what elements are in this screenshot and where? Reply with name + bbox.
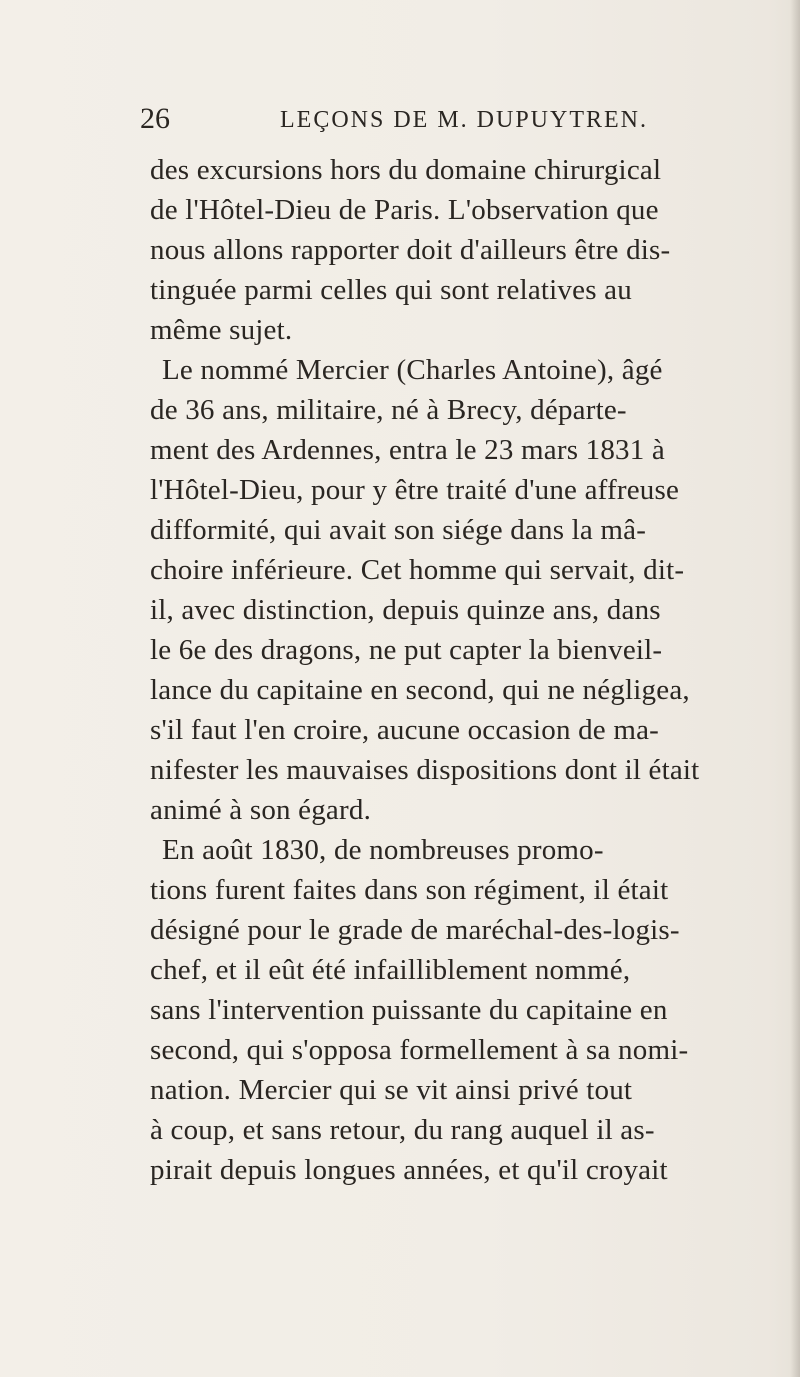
paragraph-start-line: En août 1830, de nombreuses promo- [162,834,604,866]
text-line: difformité, qui avait son siége dans la mâ- [150,514,647,546]
page-number: 26 [140,102,170,135]
text-line: désigné pour le grade de maréchal-des-logis- [150,914,680,946]
text-line: chef, et il eût été infailliblement nommé, [150,954,631,986]
text-line: ment des Ardennes, entra le 23 mars 1831 à [150,434,665,466]
text-line: nifester les mauvaises dispositions dont il était [150,754,700,786]
text-line: pirait depuis longues années, et qu'il croyait [150,1154,668,1186]
text-line: de l'Hôtel-Dieu de Paris. L'observation que [150,194,659,226]
text-line: nation. Mercier qui se vit ainsi privé tout [150,1074,633,1106]
text-line: nous allons rapporter doit d'ailleurs être dis- [150,234,671,266]
running-head: LEÇONS DE M. DUPUYTREN. [280,107,649,133]
text-line: à coup, et sans retour, du rang auquel il as- [150,1114,655,1146]
text-line: choire inférieure. Cet homme qui servait, dit- [150,554,685,586]
text-line: même sujet. [150,314,293,346]
text-line: animé à son égard. [150,794,372,826]
text-line: de 36 ans, militaire, né à Brecy, départe- [150,394,627,426]
paragraph-start-line: Le nommé Mercier (Charles Antoine), âgé [162,354,663,386]
page-header [140,102,700,142]
text-line: s'il faut l'en croire, aucune occasion de ma- [150,714,660,746]
text-line: tinguée parmi celles qui sont relatives au [150,274,632,306]
text-line: sans l'intervention puissante du capitaine en [150,994,668,1026]
text-line: lance du capitaine en second, qui ne négligea, [150,674,690,706]
text-line: des excursions hors du domaine chirurgical [150,154,662,186]
text-line: le 6e des dragons, ne put capter la bienveil- [150,634,663,666]
text-line: second, qui s'opposa formellement à sa nomi- [150,1034,689,1066]
page-edge-shadow [790,0,800,1377]
text-line: il, avec distinction, depuis quinze ans, dans [150,594,661,626]
text-line: l'Hôtel-Dieu, pour y être traité d'une affreuse [150,474,680,506]
text-line: tions furent faites dans son régiment, il était [150,874,669,906]
